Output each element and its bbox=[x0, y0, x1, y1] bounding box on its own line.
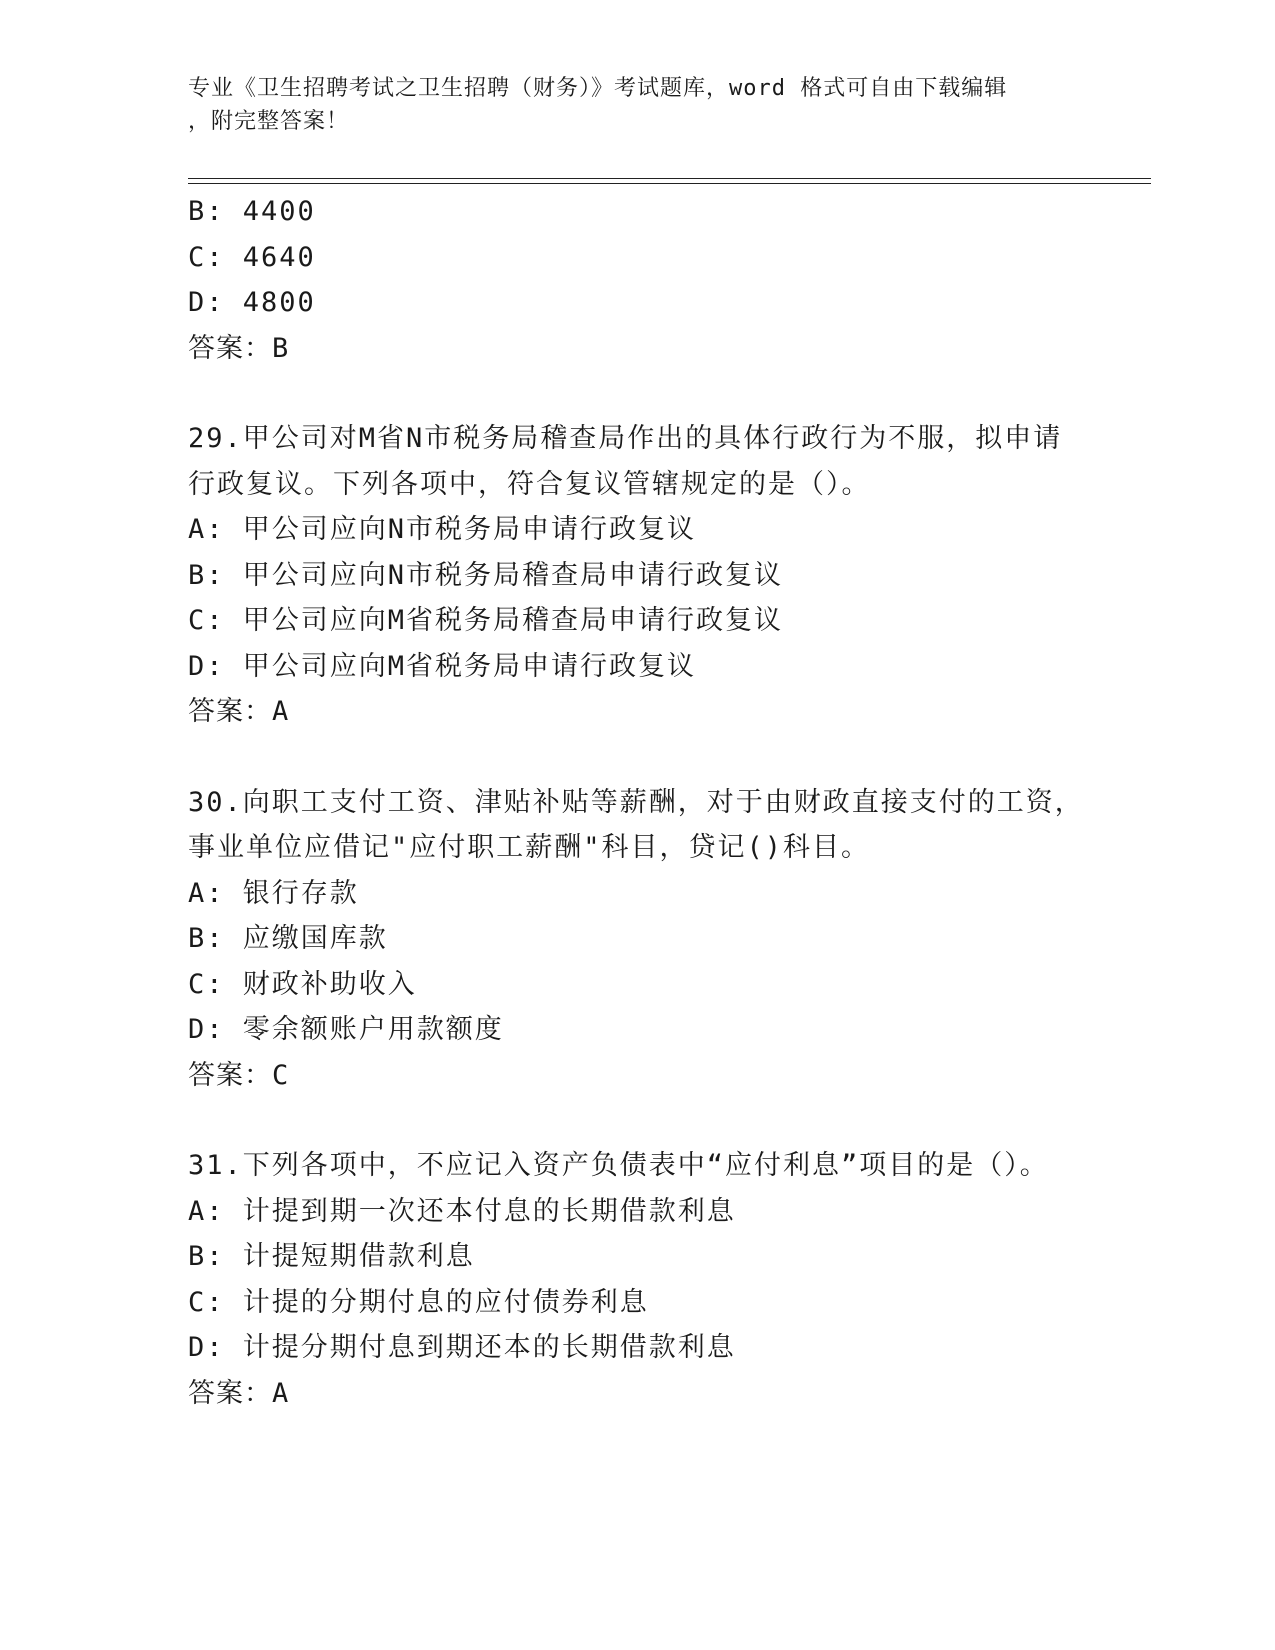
option-c: C: 甲公司应向M省税务局稽查局申请行政复议 bbox=[188, 605, 784, 636]
answer-value: C bbox=[272, 1059, 290, 1091]
question-stem-line: 31.下列各项中，不应记入资产负债表中“应付利息”项目的是（）。 bbox=[188, 1150, 1049, 1181]
answer-line bbox=[188, 1371, 1088, 1417]
answer-line bbox=[188, 326, 1088, 372]
header-rule-top bbox=[188, 178, 1151, 179]
option-d: D: 4800 bbox=[188, 287, 316, 318]
document-body bbox=[188, 189, 1088, 1416]
question-31 bbox=[188, 1143, 1088, 1416]
header-line-2: ，附完整答案！ bbox=[188, 109, 350, 134]
answer-label: 答案： bbox=[188, 1059, 272, 1091]
option-b: B: 4400 bbox=[188, 196, 316, 227]
option-d: D: 计提分期付息到期还本的长期借款利息 bbox=[188, 1332, 736, 1363]
answer-value: B bbox=[272, 332, 290, 364]
option-d: D: 零余额账户用款额度 bbox=[188, 1014, 504, 1045]
option-d: D: 甲公司应向M省税务局申请行政复议 bbox=[188, 650, 697, 682]
answer-line bbox=[188, 689, 1088, 735]
option-c: C: 财政补助收入 bbox=[188, 968, 417, 1000]
option-c: C: 计提的分期付息的应付债券利息 bbox=[188, 1286, 649, 1318]
question-stem-line: 事业单位应借记"应付职工薪酬"科目，贷记()科目。 bbox=[188, 832, 871, 863]
answer-label: 答案： bbox=[188, 696, 272, 727]
prev-question-block bbox=[188, 189, 1088, 371]
option-b: B: 甲公司应向N市税务局稽查局申请行政复议 bbox=[188, 559, 784, 591]
option-c: C: 4640 bbox=[188, 241, 316, 273]
question-stem-line: 29.甲公司对M省N市税务局稽查局作出的具体行政行为不服，拟申请 bbox=[188, 423, 1063, 454]
question-30 bbox=[188, 780, 1088, 1099]
option-a: A: 甲公司应向N市税务局申请行政复议 bbox=[188, 514, 697, 545]
header-line-1: 专业《卫生招聘考试之卫生招聘（财务）》考试题库，word 格式可自由下载编辑 bbox=[188, 76, 1008, 101]
option-a: A: 计提到期一次还本付息的长期借款利息 bbox=[188, 1195, 736, 1227]
question-stem-line: 行政复议。下列各项中，符合复议管辖规定的是（）。 bbox=[188, 468, 871, 500]
option-b: B: 计提短期借款利息 bbox=[188, 1241, 475, 1272]
option-b: B: 应缴国库款 bbox=[188, 923, 388, 954]
answer-label: 答案： bbox=[188, 332, 272, 364]
answer-value: A bbox=[272, 1377, 290, 1409]
answer-value: A bbox=[272, 696, 290, 727]
option-a: A: 银行存款 bbox=[188, 877, 359, 909]
header-rule-bottom bbox=[188, 183, 1151, 184]
answer-label: 答案： bbox=[188, 1377, 272, 1409]
page-header bbox=[188, 72, 1068, 138]
answer-line bbox=[188, 1053, 1088, 1099]
question-stem-line: 30.向职工支付工资、津贴补贴等薪酬，对于由财政直接支付的工资， bbox=[188, 786, 1084, 818]
question-29 bbox=[188, 416, 1088, 735]
